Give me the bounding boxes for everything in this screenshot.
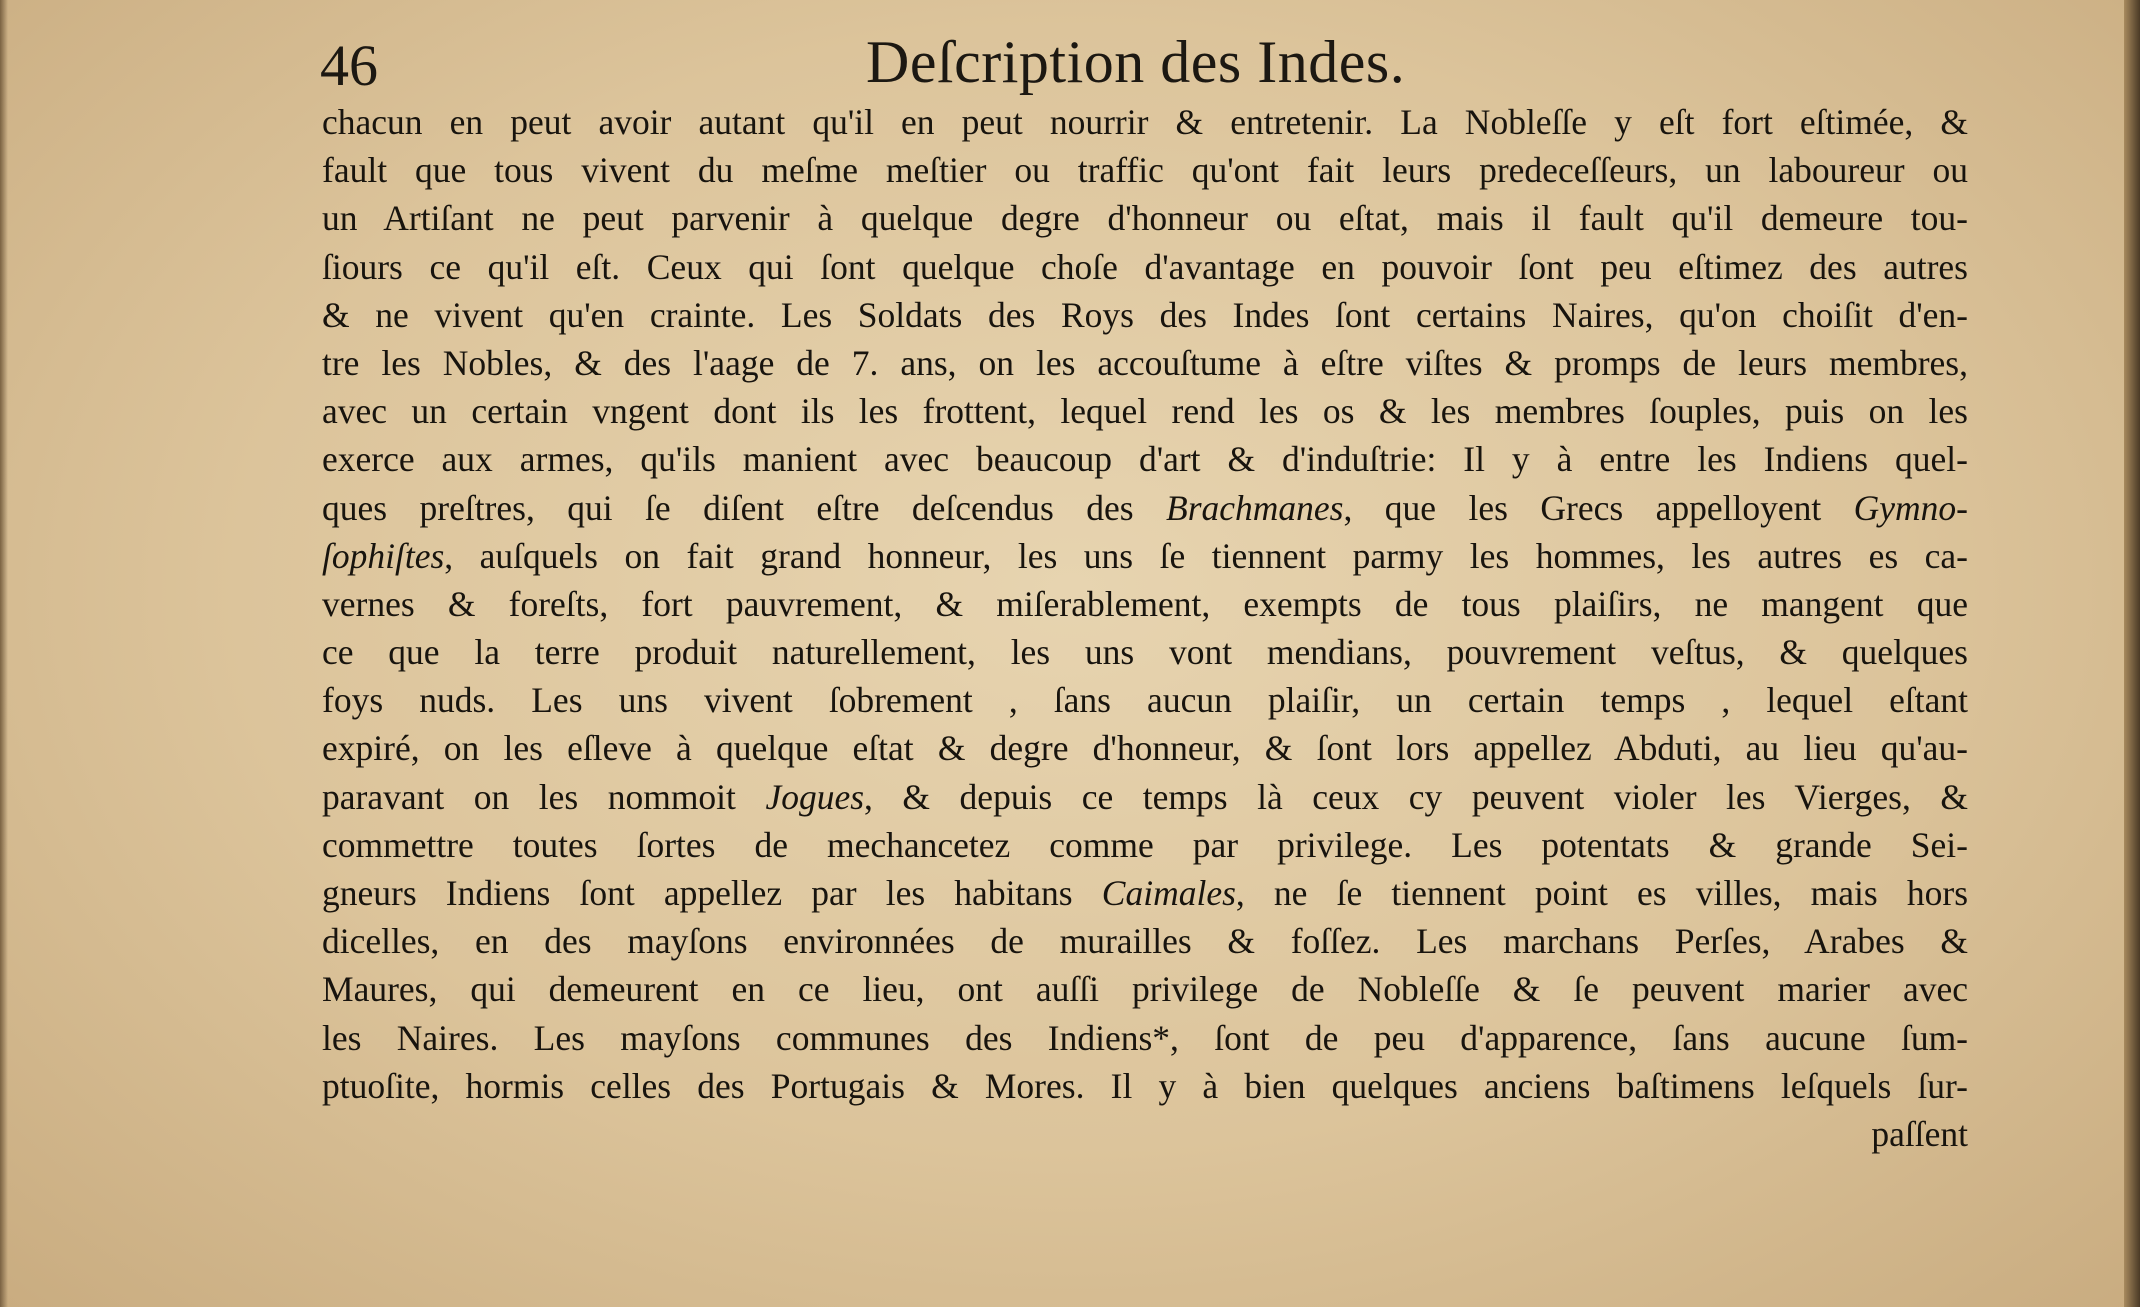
text-line-15 (322, 773, 1968, 821)
catchword: paſſent (1871, 1113, 1968, 1154)
page-right-edge (2124, 0, 2140, 1307)
italic-term-caimales: Caimales (1101, 873, 1236, 913)
text-line-7: avec un certain vngent dont ils les frottent, lequel rend les os & les membres ſouples, puis on les (322, 391, 1968, 432)
text-line-14: expiré, on les eſleve à quelque eſtat & degre d'honneur, & ſont lors appellez Abduti, au lieu qu'au- (322, 728, 1968, 769)
text-segment: paravant on les nommoit (322, 776, 766, 817)
body-text (322, 98, 1968, 1158)
text-line-4: ſiours ce qu'il eſt. Ceux qui ſont quelque choſe d'avantage en pouvoir ſont peu eſtimez des autres (322, 246, 1968, 287)
text-line-10 (322, 532, 1968, 580)
text-segment: , & depuis ce temps là ceux cy peuvent violer les Vierges, & (864, 776, 1968, 817)
text-line-21: ptuoſite, hormis celles des Portugais & Mores. Il y à bien quelques anciens baſtimens leſquels ſur- (322, 1065, 1968, 1106)
running-title: Deſcription des Indes. (866, 29, 1406, 95)
text-line-17 (322, 869, 1968, 917)
text-line-5: & ne vivent qu'en crainte. Les Soldats des Roys des Indes ſont certains Naires, qu'on choiſit d'en- (322, 294, 1968, 335)
text-segment: , que les Grecs appelloyent (1343, 487, 1854, 528)
italic-term-brachmanes: Brachmanes (1166, 487, 1344, 528)
text-segment: ques preſtres, qui ſe diſent eſtre deſcendus des (322, 487, 1167, 528)
text-line-3: un Artiſant ne peut parvenir à quelque degre d'honneur ou eſtat, mais il fault qu'il demeure tou- (322, 198, 1968, 239)
text-line-11: vernes & foreſts, fort pauvrement, & miſerablement, exempts de tous plaiſirs, ne mangent que (322, 583, 1968, 624)
text-segment: gneurs Indiens ſont appellez par les habitans (322, 873, 1102, 913)
text-line-1: chacun en peut avoir autant qu'il en peut nourrir & entretenir. La Nobleſſe y eſt fort eſtimée, & (322, 102, 1968, 142)
italic-term-sophistes: ſophiſtes (322, 535, 445, 576)
page-header (318, 28, 1970, 98)
page-number: 46 (320, 33, 378, 98)
italic-term-gymno: Gymno- (1853, 487, 1968, 528)
text-line-13: foys nuds. Les uns vivent ſobrement , ſans aucun plaiſir, un certain temps , lequel eſtant (322, 680, 1968, 721)
text-line-20: les Naires. Les mayſons communes des Indiens*, ſont de peu d'apparence, ſans aucune ſum- (322, 1017, 1968, 1058)
text-segment: , auſquels on fait grand honneur, les uns ſe tiennent parmy les hommes, les autres es ca- (444, 535, 1968, 576)
text-segment: , ne ſe tiennent point es villes, mais hors (1235, 873, 1968, 913)
text-line-9 (322, 484, 1968, 532)
text-line-12: ce que la terre produit naturellement, les uns vont mendians, pouvrement veſtus, & quelques (322, 632, 1968, 673)
page-left-edge (0, 0, 8, 1307)
text-line-18: dicelles, en des mayſons environnées de murailles & foſſez. Les marchans Perſes, Arabes & (322, 921, 1968, 962)
text-line-8: exerce aux armes, qu'ils manient avec beaucoup d'art & d'induſtrie: Il y à entre les Indiens quel- (322, 439, 1968, 480)
text-line-6: tre les Nobles, & des l'aage de 7. ans, on les accouſtume à eſtre viſtes & promps de leurs membres, (322, 342, 1968, 383)
italic-term-jogues: Jogues (765, 776, 865, 817)
text-line-2: fault que tous vivent du meſme meſtier ou traffic qu'ont fait leurs predeceſſeurs, un laboureur ou (322, 150, 1968, 191)
text-line-16: commettre toutes ſortes de mechancetez comme par privilege. Les potentats & grande Sei- (322, 824, 1968, 865)
text-line-19: Maures, qui demeurent en ce lieu, ont auſſi privilege de Nobleſſe & ſe peuvent marier avec (322, 969, 1968, 1010)
